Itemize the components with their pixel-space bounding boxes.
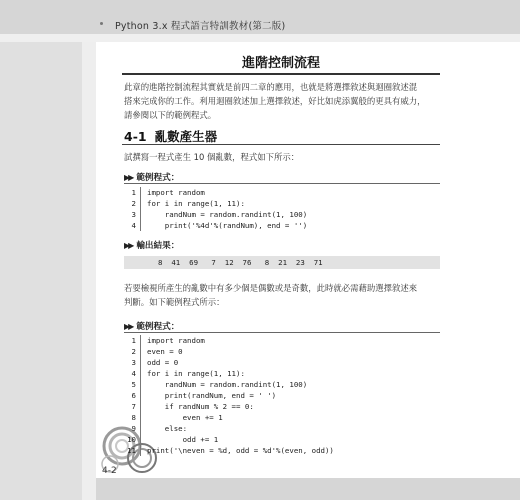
subsection-rule (122, 144, 440, 145)
line-number: 3 (124, 357, 141, 368)
example-label-rule (124, 183, 440, 184)
code-line (124, 198, 440, 209)
line-number: 1 (124, 187, 141, 198)
code-line (124, 379, 440, 390)
code-text: print('\neven = %d, odd = %d'%(even, odd)) (147, 446, 334, 455)
example-label-rule (124, 332, 440, 333)
code-text: randNum = random.randint(1, 100) (147, 210, 308, 219)
code-text: odd += 1 (147, 435, 219, 444)
code-line (124, 209, 440, 220)
line-number: 10 (124, 434, 141, 445)
line-number: 2 (124, 198, 141, 209)
intro-line: 搭來完成你的工作。利用迴圈敘述加上選擇敘述，好比如虎添翼般的更具有威力， (124, 96, 426, 106)
line-number: 6 (124, 390, 141, 401)
book-title: Python 3.x 程式語言特訓教材(第二版) (115, 21, 286, 32)
code-text: even += 1 (147, 413, 223, 422)
code-text: odd = 0 (147, 358, 179, 367)
intro-paragraph (124, 80, 426, 122)
code-text: if randNum % 2 == 0: (147, 402, 254, 411)
code-text: for i in range(1, 11): (147, 199, 245, 208)
subsection-number: 4-1 (124, 129, 147, 144)
paragraph-line: 判斷。如下範例程式所示： (124, 297, 225, 307)
double-triangle-icon: ▶▶ (124, 241, 133, 250)
section-title-rule (122, 73, 440, 75)
output-label (124, 239, 179, 251)
code-line (124, 434, 440, 445)
code-text: for i in range(1, 11): (147, 369, 245, 378)
code-block-2 (124, 335, 440, 456)
line-number: 2 (124, 346, 141, 357)
code-line (124, 445, 440, 456)
intro-line: 此章的進階控制流程其實就是前四二章的應用，也就是將選擇敘述與迴圈敘述混 (124, 82, 418, 92)
code-text: even = 0 (147, 347, 183, 356)
output-label-text: 輸出結果： (136, 241, 180, 251)
intro-line: 請參閱以下的範例程式。 (124, 110, 217, 120)
example-label (124, 171, 179, 183)
paragraph-line: 若要檢視所產生的亂數中有多少個是偶數或是奇數，此時就必需藉助選擇敘述來 (124, 283, 418, 293)
output-values: 8 41 69 7 12 76 8 21 23 71 (158, 258, 323, 267)
code-line (124, 187, 440, 198)
code-line (124, 368, 440, 379)
code-text: print(randNum, end = ' ') (147, 391, 277, 400)
output-box (124, 256, 440, 269)
example-label-text: 範例程式： (136, 173, 180, 183)
code-line (124, 412, 440, 423)
code-text: randNum = random.randint(1, 100) (147, 380, 308, 389)
example-label-text: 範例程式： (136, 322, 180, 332)
code-text: import random (147, 188, 205, 197)
line-number: 11 (124, 445, 141, 456)
line-number: 5 (124, 379, 141, 390)
example-label (124, 320, 179, 332)
code-line (124, 390, 440, 401)
code-text: print('%4d'%(randNum), end = '') (147, 221, 308, 230)
code-line (124, 423, 440, 434)
subsection-heading (124, 127, 217, 145)
line-number: 7 (124, 401, 141, 412)
code-line (124, 220, 440, 231)
line-number: 8 (124, 412, 141, 423)
code-block-1 (124, 187, 440, 231)
page-number: 4-2 (102, 466, 117, 476)
code-text: else: (147, 424, 188, 433)
code-line (124, 401, 440, 412)
line-number: 9 (124, 423, 141, 434)
code-line (124, 335, 440, 346)
line-number: 1 (124, 335, 141, 346)
double-triangle-icon: ▶▶ (124, 322, 133, 331)
code-line (124, 357, 440, 368)
code-text: import random (147, 336, 205, 345)
paragraph-2 (124, 281, 417, 309)
header-band-edge (0, 34, 520, 42)
code-line (124, 346, 440, 357)
subsection-description: 試撰寫一程式產生 10 個亂數，程式如下所示： (124, 152, 300, 162)
section-title: 進階控制流程 (241, 56, 320, 71)
left-margin-band-inner (82, 42, 96, 500)
line-number: 3 (124, 209, 141, 220)
subsection-title: 亂數產生器 (154, 129, 218, 144)
line-number: 4 (124, 368, 141, 379)
line-number: 4 (124, 220, 141, 231)
double-triangle-icon: ▶▶ (124, 173, 133, 182)
header-bullet-icon (100, 22, 103, 25)
